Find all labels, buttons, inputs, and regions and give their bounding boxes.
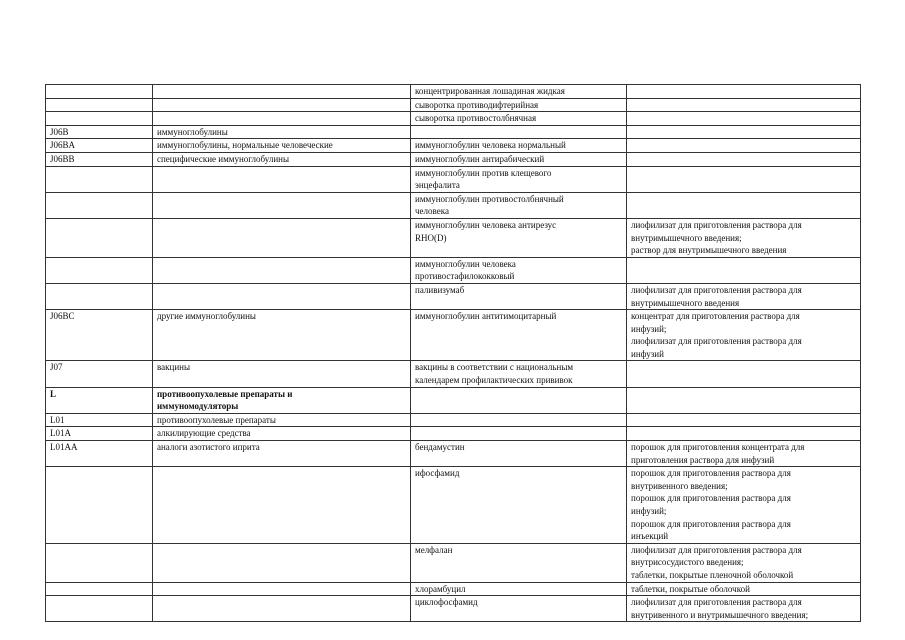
drug-name-cell: иммуноглобулин противостолбнячный человека <box>411 192 627 218</box>
group-name-cell <box>153 192 411 218</box>
drug-name-cell: сыворотка противодифтерийная <box>411 98 627 112</box>
dosage-form-cell <box>627 112 861 126</box>
dosage-form-cell: лиофилизат для приготовления раствора для внутривенного и внутримышечного введения; <box>627 596 861 622</box>
table-row <box>46 98 861 112</box>
atc-code-cell: L01A <box>46 427 153 441</box>
atc-code-cell <box>46 112 153 126</box>
atc-code-cell <box>46 85 153 99</box>
drug-name-cell: вакцины в соответствии с национальным календарем профилактических прививок <box>411 361 627 387</box>
atc-code-cell <box>46 467 153 544</box>
atc-code-cell <box>46 543 153 582</box>
dosage-form-cell: порошок для приготовления раствора для внутривенного введения; порошок для приготовления раствора для инфузий; порошок для приготовления раствора для инъекций <box>627 467 861 544</box>
atc-code-cell <box>46 257 153 283</box>
group-name-cell: иммуноглобулины <box>153 125 411 139</box>
atc-code-cell: J06B <box>46 125 153 139</box>
dosage-form-cell: лиофилизат для приготовления раствора для внутримышечного введения; раствор для внутримышечного введения <box>627 218 861 257</box>
dosage-form-cell <box>627 413 861 427</box>
drug-name-cell <box>411 387 627 413</box>
table-row <box>46 257 861 283</box>
table-row <box>46 166 861 192</box>
table-row <box>46 582 861 596</box>
drug-table <box>45 84 861 622</box>
dosage-form-cell <box>627 85 861 99</box>
dosage-form-cell <box>627 427 861 441</box>
table-row <box>46 112 861 126</box>
drug-name-cell: иммуноглобулин человека нормальный <box>411 139 627 153</box>
group-name-cell <box>153 85 411 99</box>
dosage-form-cell <box>627 192 861 218</box>
group-name-cell <box>153 257 411 283</box>
table-row <box>46 218 861 257</box>
table-row <box>46 192 861 218</box>
group-name-cell: алкилирующие средства <box>153 427 411 441</box>
drug-name-cell: иммуноглобулин человека противостафилококковый <box>411 257 627 283</box>
group-name-cell: вакцины <box>153 361 411 387</box>
atc-code-cell: L01AA <box>46 441 153 467</box>
drug-name-cell: бендамустин <box>411 441 627 467</box>
group-name-cell: иммуноглобулины, нормальные человеческие <box>153 139 411 153</box>
drug-name-cell: концентрированная лошадиная жидкая <box>411 85 627 99</box>
drug-name-cell: ифосфамид <box>411 467 627 544</box>
group-name-cell <box>153 467 411 544</box>
drug-table-body <box>46 85 861 622</box>
table-row <box>46 387 861 413</box>
atc-code-cell: J06BC <box>46 310 153 361</box>
dosage-form-cell <box>627 387 861 413</box>
group-name-cell <box>153 543 411 582</box>
drug-name-cell: иммуноглобулин человека антирезус RHO(D) <box>411 218 627 257</box>
dosage-form-cell <box>627 152 861 166</box>
table-row <box>46 427 861 441</box>
table-row <box>46 139 861 153</box>
drug-name-cell: иммуноглобулин против клещевого энцефалита <box>411 166 627 192</box>
group-name-cell: противоопухолевые препараты <box>153 413 411 427</box>
dosage-form-cell <box>627 98 861 112</box>
table-row <box>46 283 861 309</box>
group-name-cell <box>153 596 411 622</box>
drug-name-cell: иммуноглобулин антитимоцитарный <box>411 310 627 361</box>
dosage-form-cell <box>627 125 861 139</box>
atc-code-cell: J06BA <box>46 139 153 153</box>
group-name-cell: специфические иммуноглобулины <box>153 152 411 166</box>
drug-name-cell: иммуноглобулин антирабический <box>411 152 627 166</box>
table-row <box>46 441 861 467</box>
drug-name-cell: циклофосфамид <box>411 596 627 622</box>
drug-name-cell: мелфалан <box>411 543 627 582</box>
group-name-cell <box>153 166 411 192</box>
group-name-cell <box>153 582 411 596</box>
table-row <box>46 152 861 166</box>
group-name-cell <box>153 283 411 309</box>
dosage-form-cell: порошок для приготовления концентрата для приготовления раствора для инфузий <box>627 441 861 467</box>
group-name-cell <box>153 112 411 126</box>
table-row <box>46 85 861 99</box>
drug-name-cell: паливизумаб <box>411 283 627 309</box>
atc-code-cell <box>46 166 153 192</box>
dosage-form-cell: лиофилизат для приготовления раствора для внутримышечного введения <box>627 283 861 309</box>
dosage-form-cell <box>627 139 861 153</box>
table-row <box>46 413 861 427</box>
atc-code-cell: L01 <box>46 413 153 427</box>
group-name-cell <box>153 218 411 257</box>
atc-code-cell: J06BB <box>46 152 153 166</box>
group-name-cell: аналоги азотистого иприта <box>153 441 411 467</box>
atc-code-cell <box>46 582 153 596</box>
drug-name-cell <box>411 413 627 427</box>
drug-name-cell <box>411 427 627 441</box>
atc-code-cell <box>46 218 153 257</box>
dosage-form-cell <box>627 257 861 283</box>
dosage-form-cell: лиофилизат для приготовления раствора для внутрисосудистого введения; таблетки, покрытые пленочной оболочкой <box>627 543 861 582</box>
dosage-form-cell: концентрат для приготовления раствора для инфузий; лиофилизат для приготовления раствора для инфузий <box>627 310 861 361</box>
group-name-cell: противоопухолевые препараты и иммуномодуляторы <box>153 387 411 413</box>
atc-code-cell <box>46 283 153 309</box>
table-row <box>46 310 861 361</box>
table-row <box>46 361 861 387</box>
dosage-form-cell <box>627 361 861 387</box>
table-row <box>46 125 861 139</box>
table-row <box>46 543 861 582</box>
dosage-form-cell <box>627 166 861 192</box>
atc-code-cell: J07 <box>46 361 153 387</box>
drug-name-cell: сыворотка противостолбнячная <box>411 112 627 126</box>
atc-code-cell <box>46 98 153 112</box>
group-name-cell <box>153 98 411 112</box>
atc-code-cell <box>46 192 153 218</box>
atc-code-cell <box>46 596 153 622</box>
drug-name-cell <box>411 125 627 139</box>
table-row <box>46 467 861 544</box>
dosage-form-cell: таблетки, покрытые оболочкой <box>627 582 861 596</box>
drug-name-cell: хлорамбуцил <box>411 582 627 596</box>
group-name-cell: другие иммуноглобулины <box>153 310 411 361</box>
atc-code-cell: L <box>46 387 153 413</box>
table-row <box>46 596 861 622</box>
